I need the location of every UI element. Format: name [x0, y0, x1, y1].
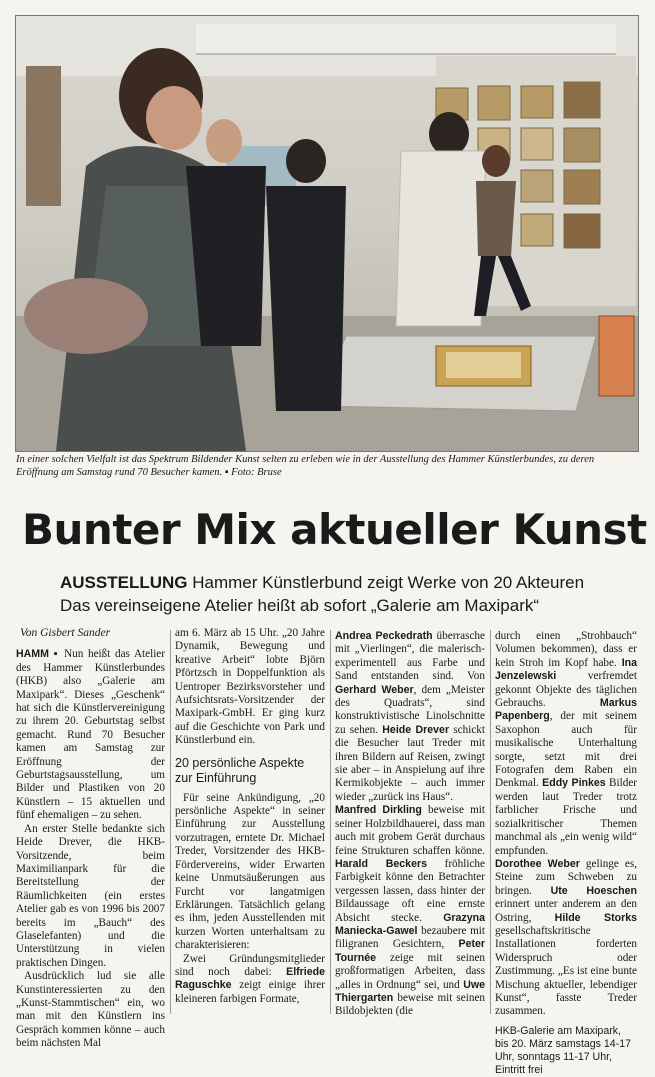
paragraph-text: verfremdet gekonnt Objekte des täglichen Gebrauchs.	[495, 670, 637, 710]
column-rule	[490, 630, 491, 1014]
paragraph-text: gesellschaftskritische Installationen forderten Widerspruch oder Zustimmung. „Es ist eine bunte Mischung aktueller, lebendiger Kunst“, fasste Treder zusammen.	[495, 924, 637, 1018]
paragraph: Ausdrücklich lud sie alle Kunstinteressierten zu den „Kunst-Stammtischen“ ein, wo man mit den Künstlern ins Gespräch kommen könne – auch beim nächsten Mal	[16, 970, 165, 1050]
artist-name: Markus Papenberg	[495, 697, 637, 723]
byline: Von Gisbert Sander	[20, 627, 111, 639]
artist-name: Hilde Storks	[554, 911, 637, 924]
headline: Bunter Mix aktueller Kunst	[22, 505, 647, 554]
paragraph-text: Bilder werden laut Treder trotz farblicher Frische und sozialkritischer Themen manchmal als „ein wenig wild“ empfunden.	[495, 777, 638, 857]
caption-text: In einer solchen Vielfalt ist das Spektrum Bildender Kunst selten zu erleben wie in der Ausstellung des Hammer Künstlerbundes, zu deren Eröffnung am Samstag rund 70 Besucher kamen.	[16, 454, 595, 478]
exhibition-info: HKB-Galerie am Maxipark, bis 20. März samstags 14-17 Uhr, sonntags 11-17 Uhr, Eintritt frei	[495, 1024, 632, 1076]
subtitle-line-2: Das vereinseigene Atelier heißt ab sofort „Galerie am Maxipark“	[60, 596, 540, 615]
subtitle-line-1	[60, 573, 584, 593]
artist-name: Manfred Dirkling	[335, 804, 422, 817]
exhibition-scene-illustration	[16, 16, 638, 451]
article-column-3	[335, 630, 485, 1019]
paragraph-text: beweise mit seiner Holzbildhauerei, dass man auch mit grobem Gerät durchaus feine Strukturen schaffen könne.	[335, 804, 486, 857]
photo-caption	[16, 453, 636, 479]
dateline: HAMM	[16, 648, 49, 661]
paragraph-text: , der mit seinem Saxophon auch für musikalische Unterhaltung sorgte, setzt mit drei Fotografen dem Raben ein Denkmal.	[495, 710, 637, 790]
artist-name: Andrea Peckedrath	[335, 630, 433, 642]
paragraph	[495, 630, 637, 858]
artist-name: Ina Jenzelewski	[495, 656, 637, 683]
paragraph-text: Zwei Gründungsmitglieder sind noch dabei:	[175, 952, 325, 978]
paragraph	[335, 630, 485, 804]
column-rule	[170, 630, 171, 1014]
paragraph: Für seine Ankündigung, „20 persönliche Aspekte“ in seiner Einführung zur Ausstellung vorzutragen, erntete Dr. Michael Treder, Vorsitzender des HKB-Fördervereins, wider Erwarten keine Unmutsäußerungen aus Furcht vor langatmigen Erklärungen. Tatsächlich gelang es ihm, jeden Ausstellenden mit kurzen Worten unterhaltsam zu charakterisieren:	[175, 791, 325, 952]
paragraph: am 6. März ab 15 Uhr. „20 Jahre Dynamik, Bewegung und kreative Arbeit“ lobte Björn Pförtzsch in Doppelfunktion als Uentroper Bezirksvorsteher und Aufsichtsrats-Vorsitzender der Maxipark-GmbH. Er ging kurz auf die Geschichte von Park und Künstlerbund ein.	[175, 627, 325, 747]
photo-credit: ▪ Foto: Bruse	[224, 467, 282, 478]
paragraph-text: fröhliche Farbigkeit könne den Betrachter vergessen lassen, dass hinter der Bildaussage oft eine ernste Absicht stecke.	[335, 857, 485, 924]
artist-name: Dorothee Weber	[495, 857, 580, 870]
paragraph: An erster Stelle bedankte sich Heide Drever, die HKB-Vorsitzende, beim Maximilianpark für die Bereitstellung der Räumlichkeiten (ein erstes Atelier gab es von 1996 bis 2007 bereits im „Bauch“ des Glaselefanten) und die Unterstützung in vielen praktischen Dingen.	[16, 822, 165, 969]
artist-name: Elfriede Raguschke	[175, 965, 325, 992]
paragraph	[335, 804, 485, 1019]
paragraph-text: beweise mit seinen Bildobjekten (die	[335, 991, 485, 1018]
paragraph-text: erinnert unter anderem an den Ostring,	[495, 898, 637, 924]
artist-name: Peter Tournée	[335, 938, 485, 964]
artist-name: Grazyna Maniecka-Gawel	[335, 911, 485, 937]
paragraph-text: überrasche mit „Vierlingen“, die malerisch-experimentell aus Farbe und Sand entstanden sind. Von	[335, 630, 485, 683]
artist-name: Ute Hoeschen	[550, 884, 637, 897]
artist-name: Heide Drever	[382, 723, 450, 736]
artist-name: Gerhard Weber	[335, 683, 414, 696]
paragraph-text: bezaubere mit filigranen Gesichtern,	[335, 924, 485, 951]
subtitle-1: Hammer Künstlerbund zeigt Werke von 20 Akteuren	[192, 573, 585, 592]
column-rule	[330, 630, 331, 1014]
article-column-2	[175, 627, 325, 1006]
subheading: 20 persönliche Aspekte zur Einführung	[175, 755, 305, 785]
paragraph	[16, 648, 165, 822]
exhibition-photo	[15, 15, 639, 452]
paragraph-text: ▪ Nun heißt das Atelier des Hammer Künstlerbundes (HKB) also „Galerie am Maxipark“. Dieses „Geschenk“ hat sich die Künstlervereinigung zu ihrem 20. Geburtstag selbst gemacht. Rund 70 Besucher kamen am Samstag zur Eröffnung der Geburtstagsausstellung, um Bilder und Plastiken von 20 Künstlern – 15 aktuellen und fünf ehemaligen – zu sehen.	[16, 648, 165, 822]
paragraph-text: zeigt einige ihrer kleineren farbigen Formate,	[175, 979, 326, 1005]
paragraph-text: durch einen „Strohbauch“ Volumen bekommen), dass er kein Stroh im Kopf habe.	[495, 630, 637, 669]
paragraph-text: zeige mit seinen großformatigen Arbeiten, dass „alles in Ordnung“ sei, und	[335, 951, 485, 991]
kicker: AUSSTELLUNG	[60, 573, 188, 592]
paragraph-text: schickt die Besucher laut Treder mit ihren Bildern auf Reisen, zwingt sie aber – in Anspielung auf ihre Kermikobjekte – auch immer wieder „zurück ins Haus“.	[335, 723, 485, 803]
article-column-4	[495, 630, 637, 1077]
paragraph	[495, 858, 637, 1019]
artist-name: Harald Beckers	[335, 857, 427, 870]
paragraph-text: gelinge es, Steine zum Schweben zu bringen.	[495, 857, 638, 897]
article-column-1	[16, 627, 165, 1051]
paragraph	[175, 953, 325, 1007]
paragraph-text: , dem „Meister des Quadrats“, sind konstruktivistische Linolschnitte zu sehen.	[335, 683, 486, 736]
artist-name: Uwe Thiergarten	[335, 978, 486, 1004]
artist-name: Eddy Pinkes	[542, 777, 606, 790]
